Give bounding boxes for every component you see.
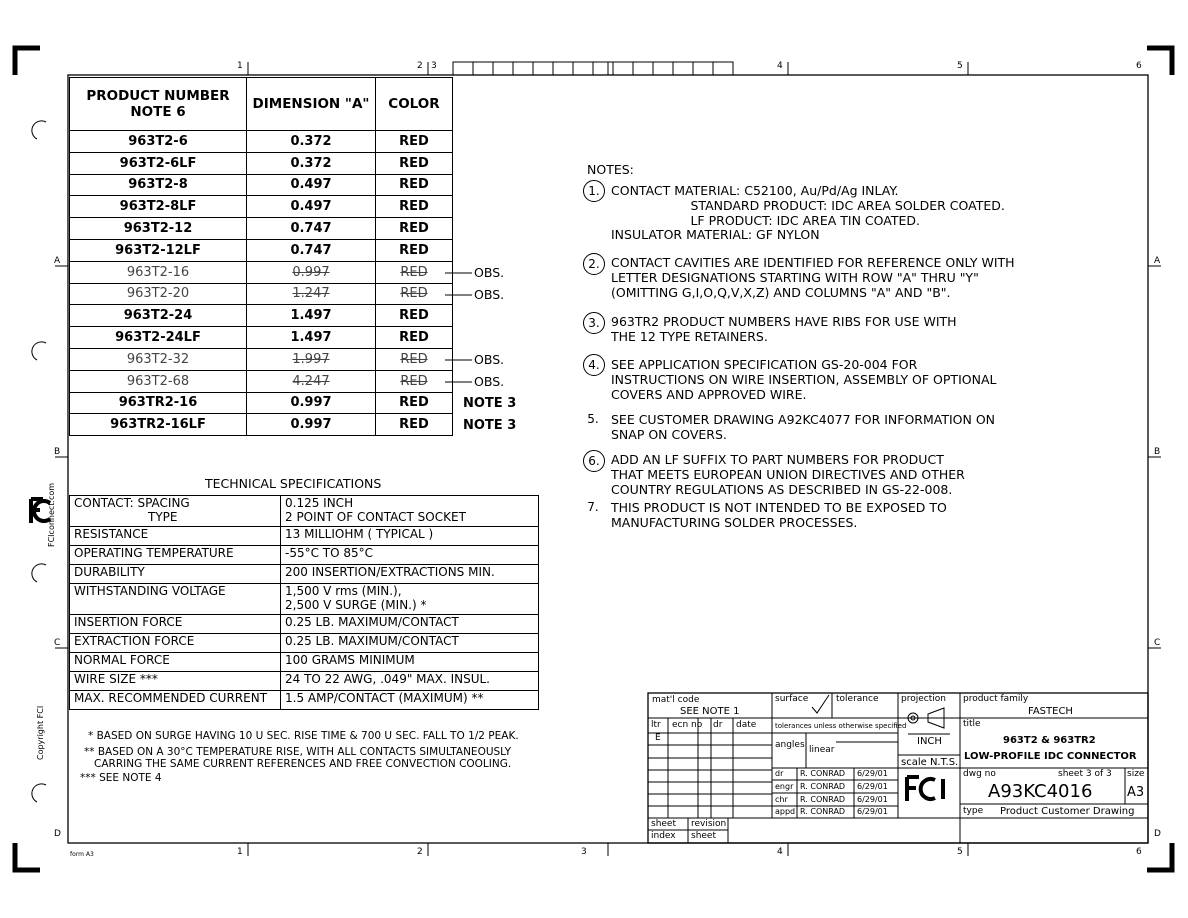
note-5-number: 5. (587, 412, 599, 426)
spec-value: 1.5 AMP/CONTACT (MAXIMUM) ** (281, 691, 539, 710)
note-6-number: 6. (583, 450, 605, 472)
signoff-date: 6/29/01 (857, 769, 888, 778)
zone-col-1: 1 (237, 61, 243, 71)
cell-dim-text: 1.247 (292, 286, 330, 302)
cell-color: RED (376, 131, 453, 153)
cell-pn: 963T2-6 (70, 131, 247, 153)
tolerance-note: tolerances unless otherwise specified (775, 722, 907, 730)
cell-dim: 1.497 (247, 327, 376, 349)
note-7-number: 7. (587, 500, 599, 514)
date-header: date (736, 720, 757, 730)
tech-specs-title: TECHNICAL SPECIFICATIONS (205, 476, 382, 491)
drawing-title-line-2: LOW-PROFILE IDC CONNECTOR (964, 751, 1137, 762)
cell-dim: 0.497 (247, 174, 376, 196)
zone-col-2-bottom: 2 (417, 847, 423, 857)
signoff-name: R. CONRAD (800, 807, 846, 816)
spec-key: WIRE SIZE *** (70, 672, 281, 691)
cell-pn: 963T2-12 (70, 218, 247, 240)
note-7-text: THIS PRODUCT IS NOT INTENDED TO BE EXPOSED TO MANUFACTURING SOLDER PROCESSES. (611, 500, 947, 530)
zone-col-4-bottom: 4 (777, 847, 783, 857)
product-family-value: FASTECH (1028, 706, 1073, 717)
form-number: form A3 (70, 851, 94, 858)
side-copyright: Copyright FCI (36, 705, 45, 760)
surface-label: surface (775, 694, 809, 704)
linear-label: linear (809, 745, 835, 755)
cell-color: RED (376, 218, 453, 240)
header-product-number-label: PRODUCT NUMBER (86, 88, 230, 104)
cell-pn: 963T2-68 (70, 370, 247, 392)
zone-col-3: 3 (431, 61, 437, 71)
spec-footnote: *** SEE NOTE 4 (80, 772, 162, 784)
cell-pn: 963T2-6LF (70, 152, 247, 174)
scale-label: scale N.T.S. (901, 757, 959, 768)
cell-dim: 0.372 (247, 131, 376, 153)
header-dimension: DIMENSION "A" (247, 78, 376, 131)
spec-key: OPERATING TEMPERATURE (70, 546, 281, 565)
spec-key: INSERTION FORCE (70, 615, 281, 634)
ltr-header: ltr (651, 720, 661, 730)
spec-value-line: 2,500 V SURGE (MIN.) * (285, 598, 427, 612)
side-website: FCIconnect.com (47, 482, 56, 547)
header-product-note: NOTE 6 (130, 104, 186, 120)
spec-value-line: 1,500 V rms (MIN.), (285, 584, 402, 598)
note-3-text: 963TR2 PRODUCT NUMBERS HAVE RIBS FOR USE WITH THE 12 TYPE RETAINERS. (611, 314, 957, 344)
zone-col-5: 5 (957, 61, 963, 71)
spec-key-line: CONTACT: SPACING (74, 496, 190, 510)
zone-col-5-bottom: 5 (957, 847, 963, 857)
signoff-date: 6/29/01 (857, 782, 888, 791)
cell-dim-text: 1.997 (292, 351, 330, 367)
note-5-text: SEE CUSTOMER DRAWING A92KC4077 FOR INFORMATION ON SNAP ON COVERS. (611, 412, 996, 442)
cell-dim-text: 4.247 (292, 373, 330, 389)
cell-dim: 0.997 (247, 392, 376, 414)
cell-color: RED (376, 392, 453, 414)
spec-footnote: ** BASED ON A 30°C TEMPERATURE RISE, WITH ALL CONTACTS SIMULTANEOUSLY (84, 746, 512, 758)
cell-color-text: RED (400, 286, 428, 302)
ecn-no-header: ecn no (672, 720, 703, 730)
note-2-number: 2. (583, 253, 605, 275)
dwg-no-label: dwg no (963, 769, 996, 779)
rev-letter: E (655, 733, 661, 743)
sheet-of-label: sheet 3 of 3 (1058, 769, 1112, 779)
signoff-role: appd (775, 807, 796, 816)
row-note: NOTE 3 (463, 418, 517, 433)
zone-row-b-right: B (1154, 447, 1161, 457)
spec-value: 24 TO 22 AWG, .049" MAX. INSUL. (281, 672, 539, 691)
cell-pn: 963T2-8 (70, 174, 247, 196)
note-4-number: 4. (583, 354, 605, 376)
row-note: NOTE 3 (463, 396, 517, 411)
spec-key: MAX. RECOMMENDED CURRENT (70, 691, 281, 710)
spec-value: 0.25 LB. MAXIMUM/CONTACT (281, 634, 539, 653)
title-block-fci-logo (907, 777, 943, 801)
cell-color-text: RED (400, 264, 428, 280)
cell-pn: 963T2-24 (70, 305, 247, 327)
signoff-role: dr (775, 769, 784, 778)
drawing-number: A93KC4016 (988, 781, 1093, 802)
zone-col-4: 4 (777, 61, 783, 71)
spec-footnote: * BASED ON SURGE HAVING 10 U SEC. RISE TIME & 700 U SEC. FALL TO 1/2 PEAK. (88, 730, 519, 742)
note-1-text: CONTACT MATERIAL: C52100, Au/Pd/Ag INLAY. STANDARD PRODUCT: IDC AREA SOLDER COATED. LF PRODUCT: IDC AREA TIN COATED. INSULATOR MATERIAL: GF NYLON (611, 183, 1005, 243)
zone-row-a-right: A (1154, 256, 1161, 266)
sheet-label-2: sheet (691, 831, 716, 841)
spec-footnote: CARRING THE SAME CURRENT REFERENCES AND FREE CONVECTION COOLING. (84, 758, 512, 770)
note-2-text: CONTACT CAVITIES ARE IDENTIFIED FOR REFERENCE ONLY WITH LETTER DESIGNATIONS STARTING WITH ROW "A" THRU "Y" (OMITTING G,I,O,Q,V,X,Z) AND COLUMNS "A" AND "B". (611, 255, 1015, 300)
cell-color: RED (376, 305, 453, 327)
signoff-name: R. CONRAD (800, 795, 846, 804)
cell-pn: 963T2-20 (70, 283, 247, 305)
revision-label: revision (691, 819, 727, 829)
cell-pn: 963T2-16 (70, 261, 247, 283)
spec-key: RESISTANCE (70, 527, 281, 546)
cell-pn: 963T2-32 (70, 348, 247, 370)
cell-dim-text: 0.997 (292, 264, 330, 280)
see-note-1: SEE NOTE 1 (680, 706, 740, 717)
spec-key: WITHSTANDING VOLTAGE (70, 584, 281, 615)
index-label: index (651, 831, 676, 841)
spec-value: 0.25 LB. MAXIMUM/CONTACT (281, 615, 539, 634)
cell-color: RED (376, 239, 453, 261)
sheet-size: A3 (1127, 785, 1145, 800)
spec-value: 200 INSERTION/EXTRACTIONS MIN. (281, 565, 539, 584)
drawing-title-line-1: 963T2 & 963TR2 (1003, 735, 1096, 746)
cell-dim: 0.747 (247, 239, 376, 261)
cell-pn: 963T2-8LF (70, 196, 247, 218)
row-note: OBS. (474, 265, 505, 280)
cell-color-text: RED (400, 351, 428, 367)
cell-color: RED (376, 152, 453, 174)
cell-pn: 963TR2-16 (70, 392, 247, 414)
signoff-date: 6/29/01 (857, 807, 888, 816)
signoff-role: chr (775, 795, 788, 804)
cell-color-text: RED (400, 373, 428, 389)
row-note: OBS. (474, 352, 505, 367)
spec-key: DURABILITY (70, 565, 281, 584)
cell-dim: 1.497 (247, 305, 376, 327)
spec-key: NORMAL FORCE (70, 653, 281, 672)
size-label: size (1127, 769, 1145, 779)
zone-row-a: A (54, 256, 61, 266)
spec-key-line: TYPE (148, 510, 178, 524)
zone-row-b: B (54, 447, 61, 457)
spec-key: EXTRACTION FORCE (70, 634, 281, 653)
note-6-text: ADD AN LF SUFFIX TO PART NUMBERS FOR PRODUCT THAT MEETS EUROPEAN UNION DIRECTIVES AND OTHER COUNTRY REGULATIONS AS DESCRIBED IN GS-22-008. (611, 452, 965, 497)
cell-color: RED (376, 174, 453, 196)
spec-value: 100 GRAMS MINIMUM (281, 653, 539, 672)
spec-value: 13 MILLIOHM ( TYPICAL ) (281, 527, 539, 546)
zone-row-c-right: C (1154, 638, 1161, 648)
notes-title: NOTES: (587, 162, 634, 177)
row-note: OBS. (474, 374, 505, 389)
zone-col-1-bottom: 1 (237, 847, 243, 857)
zone-row-d-right: D (1154, 829, 1161, 839)
note-4-text: SEE APPLICATION SPECIFICATION GS-20-004 FOR INSTRUCTIONS ON WIRE INSERTION, ASSEMBLY OF OPTIONAL COVERS AND APPROVED WIRE. (611, 357, 997, 402)
cell-dim: 0.497 (247, 196, 376, 218)
product-family-label: product family (963, 694, 1029, 704)
zone-row-d: D (54, 829, 61, 839)
cell-dim: 0.997 (247, 414, 376, 436)
matl-code-label: mat'l code (652, 695, 700, 705)
tolerance-label: tolerance (836, 694, 879, 704)
cell-dim: 0.372 (247, 152, 376, 174)
type-label: type (963, 806, 984, 816)
cell-pn: 963T2-12LF (70, 239, 247, 261)
spec-value-line: 0.125 INCH (285, 496, 354, 510)
zone-col-2: 2 (417, 61, 423, 71)
header-color: COLOR (376, 78, 453, 131)
zone-col-6-bottom: 6 (1136, 847, 1142, 857)
signoff-role: engr (775, 782, 794, 791)
cell-color: RED (376, 414, 453, 436)
signoff-name: R. CONRAD (800, 782, 846, 791)
drawing-type: Product Customer Drawing (1000, 806, 1135, 817)
zone-row-c: C (54, 638, 61, 648)
cell-pn: 963TR2-16LF (70, 414, 247, 436)
signoff-name: R. CONRAD (800, 769, 846, 778)
note-3-number: 3. (583, 312, 605, 334)
row-note: OBS. (474, 287, 505, 302)
dr-header: dr (713, 720, 723, 730)
sheet-label: sheet (651, 819, 676, 829)
title-label: title (963, 719, 981, 729)
spec-value: -55°C TO 85°C (281, 546, 539, 565)
units-inch: INCH (917, 736, 942, 747)
cell-color: RED (376, 327, 453, 349)
cell-dim: 0.747 (247, 218, 376, 240)
note-1-number: 1. (583, 180, 605, 202)
spec-value-line: 2 POINT OF CONTACT SOCKET (285, 510, 466, 524)
signoff-date: 6/29/01 (857, 795, 888, 804)
cell-pn: 963T2-24LF (70, 327, 247, 349)
angles-label: angles (775, 740, 805, 750)
projection-label: projection (901, 694, 946, 704)
cell-color: RED (376, 196, 453, 218)
zone-col-3-bottom: 3 (581, 847, 587, 857)
zone-col-6: 6 (1136, 61, 1142, 71)
